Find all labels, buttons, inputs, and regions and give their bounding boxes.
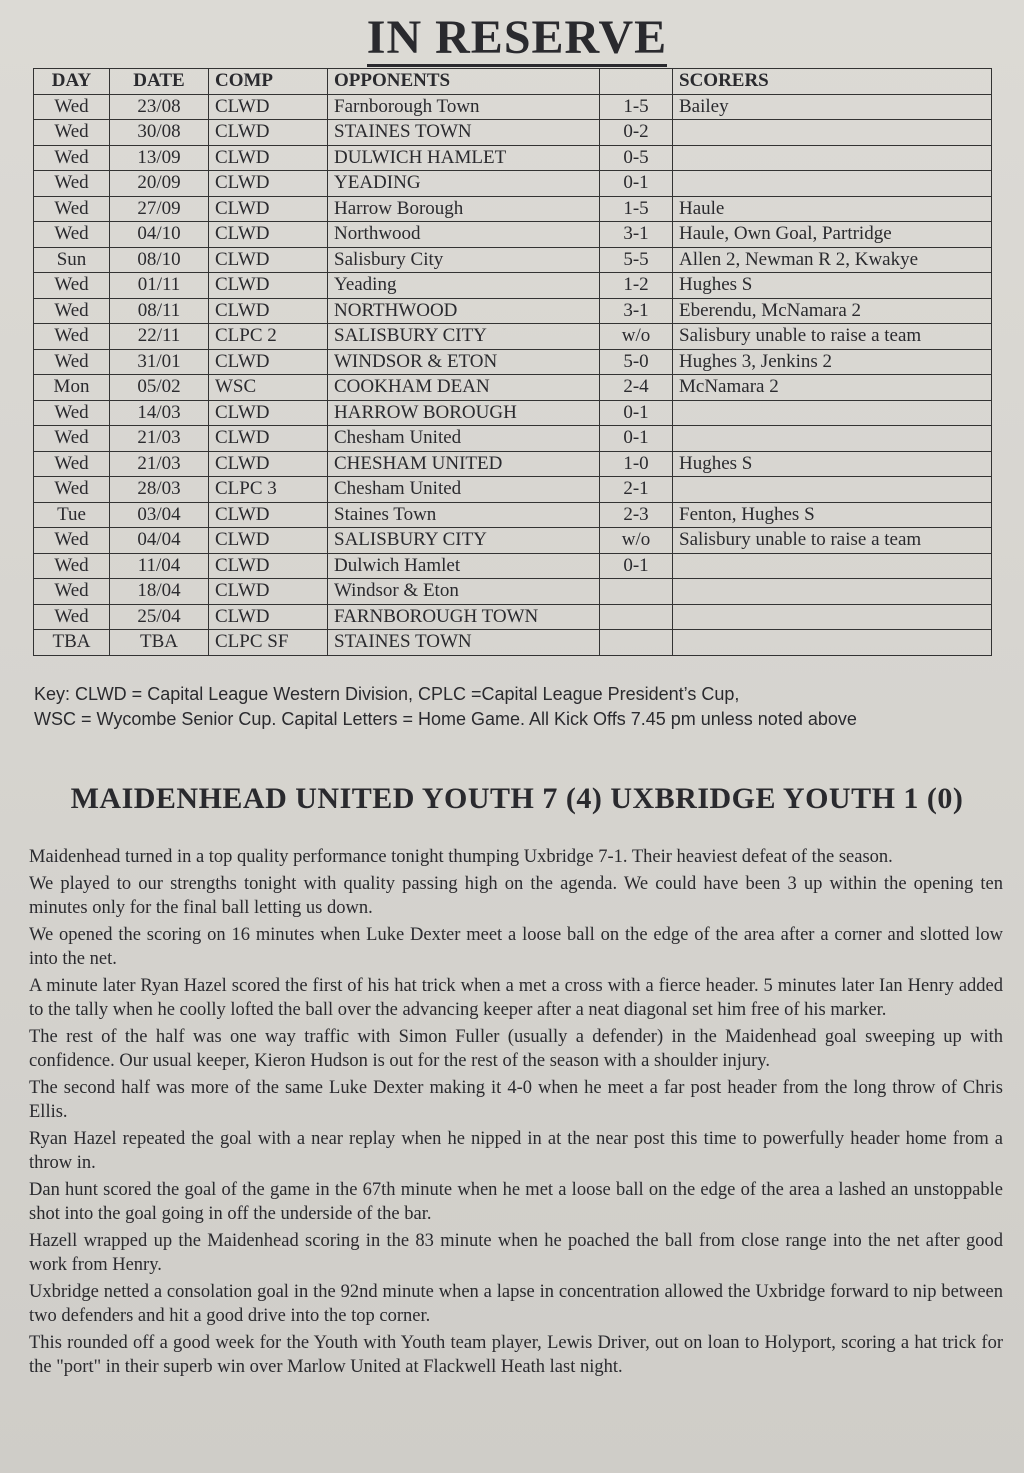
cell-day: Wed xyxy=(34,451,110,477)
cell-scorers: Haule, Own Goal, Partridge xyxy=(673,222,992,248)
cell-comp: WSC xyxy=(209,375,328,401)
cell-score xyxy=(600,579,673,605)
cell-day: Wed xyxy=(34,145,110,171)
table-row xyxy=(34,630,992,656)
cell-date: 27/09 xyxy=(110,196,209,222)
cell-day: Mon xyxy=(34,375,110,401)
cell-day: Wed xyxy=(34,120,110,146)
cell-comp: CLWD xyxy=(209,502,328,528)
table-row xyxy=(34,451,992,477)
cell-date: 11/04 xyxy=(110,553,209,579)
cell-date: 03/04 xyxy=(110,502,209,528)
cell-opponents: Windsor & Eton xyxy=(328,579,600,605)
cell-day: Wed xyxy=(34,273,110,299)
cell-scorers: Haule xyxy=(673,196,992,222)
report-paragraph: The second half was more of the same Luke Dexter making it 4-0 when he meet a far post header from the long throw of Chris Ellis. xyxy=(29,1077,1003,1122)
cell-scorers: Salisbury unable to raise a team xyxy=(673,324,992,350)
header-opponents: OPPONENTS xyxy=(328,69,600,95)
cell-date: 31/01 xyxy=(110,349,209,375)
cell-opponents: DULWICH HAMLET xyxy=(328,145,600,171)
cell-opponents: Harrow Borough xyxy=(328,196,600,222)
cell-date: 08/11 xyxy=(110,298,209,324)
cell-date: 18/04 xyxy=(110,579,209,605)
cell-scorers xyxy=(673,579,992,605)
header-comp: COMP xyxy=(209,69,328,95)
cell-comp: CLWD xyxy=(209,579,328,605)
cell-comp: CLPC 2 xyxy=(209,324,328,350)
report-paragraph: Dan hunt scored the goal of the game in the 67th minute when he met a loose ball on the edge of the area a lashed an unstoppable shot into the goal going in off the underside of the bar. xyxy=(29,1179,1003,1224)
cell-scorers xyxy=(673,604,992,630)
cell-score: 5-0 xyxy=(600,349,673,375)
cell-opponents: Northwood xyxy=(328,222,600,248)
cell-day: Wed xyxy=(34,400,110,426)
cell-scorers: Eberendu, McNamara 2 xyxy=(673,298,992,324)
cell-date: 21/03 xyxy=(110,426,209,452)
cell-scorers xyxy=(673,400,992,426)
cell-score: 2-3 xyxy=(600,502,673,528)
report-paragraph: Ryan Hazel repeated the goal with a near replay when he nipped in at the near post this time to powerfully header home from a throw in. xyxy=(29,1128,1003,1173)
cell-date: 28/03 xyxy=(110,477,209,503)
cell-comp: CLWD xyxy=(209,426,328,452)
cell-score: 1-2 xyxy=(600,273,673,299)
cell-comp: CLWD xyxy=(209,349,328,375)
cell-score: 1-0 xyxy=(600,451,673,477)
cell-opponents: NORTHWOOD xyxy=(328,298,600,324)
report-paragraph: Maidenhead turned in a top quality performance tonight thumping Uxbridge 7-1. Their heaviest defeat of the season. xyxy=(29,847,893,867)
table-row xyxy=(34,375,992,401)
cell-comp: CLWD xyxy=(209,171,328,197)
table-row xyxy=(34,120,992,146)
cell-score: 0-1 xyxy=(600,171,673,197)
report-paragraph: The rest of the half was one way traffic with Simon Fuller (usually a defender) in the Maidenhead goal sweeping up with confidence. Our usual keeper, Kieron Hudson is out for the rest of the season with a shoulder injury. xyxy=(29,1026,1003,1071)
fixtures-table xyxy=(33,68,992,656)
cell-comp: CLWD xyxy=(209,222,328,248)
cell-opponents: Chesham United xyxy=(328,426,600,452)
cell-score: 0-1 xyxy=(600,426,673,452)
report-paragraph: We played to our strengths tonight with quality passing high on the agenda. We could have been 3 up within the opening ten minutes only for the final ball letting us down. xyxy=(29,873,1003,918)
cell-score: 2-4 xyxy=(600,375,673,401)
cell-comp: CLPC SF xyxy=(209,630,328,656)
cell-scorers xyxy=(673,630,992,656)
cell-opponents: CHESHAM UNITED xyxy=(328,451,600,477)
cell-date: 23/08 xyxy=(110,94,209,120)
cell-opponents: Dulwich Hamlet xyxy=(328,553,600,579)
cell-scorers: Hughes S xyxy=(673,273,992,299)
cell-comp: CLWD xyxy=(209,604,328,630)
cell-opponents: YEADING xyxy=(328,171,600,197)
cell-scorers: Fenton, Hughes S xyxy=(673,502,992,528)
cell-comp: CLWD xyxy=(209,273,328,299)
key-line-1: Key: CLWD = Capital League Western Division, CPLC =Capital League President’s Cup, xyxy=(34,684,740,704)
cell-score: 2-1 xyxy=(600,477,673,503)
cell-scorers xyxy=(673,171,992,197)
cell-opponents: FARNBOROUGH TOWN xyxy=(328,604,600,630)
cell-day: Wed xyxy=(34,477,110,503)
cell-date: 01/11 xyxy=(110,273,209,299)
table-row xyxy=(34,400,992,426)
header-date: DATE xyxy=(110,69,209,95)
cell-opponents: HARROW BOROUGH xyxy=(328,400,600,426)
table-row xyxy=(34,196,992,222)
table-row xyxy=(34,553,992,579)
table-row xyxy=(34,247,992,273)
cell-opponents: SALISBURY CITY xyxy=(328,324,600,350)
cell-day: Wed xyxy=(34,604,110,630)
report-paragraph: A minute later Ryan Hazel scored the first of his hat trick when a met a cross with a fierce header. 5 minutes later Ian Henry added to the tally when he coolly lofted the ball over the advancing keeper after a neat diagonal set him free of his marker. xyxy=(29,975,1003,1020)
cell-score: w/o xyxy=(600,324,673,350)
cell-scorers: Allen 2, Newman R 2, Kwakye xyxy=(673,247,992,273)
table-row xyxy=(34,298,992,324)
cell-scorers: McNamara 2 xyxy=(673,375,992,401)
cell-score xyxy=(600,604,673,630)
cell-scorers xyxy=(673,120,992,146)
cell-date: 30/08 xyxy=(110,120,209,146)
cell-date: 22/11 xyxy=(110,324,209,350)
cell-opponents: Chesham United xyxy=(328,477,600,503)
cell-opponents: STAINES TOWN xyxy=(328,120,600,146)
table-row xyxy=(34,477,992,503)
cell-day: Wed xyxy=(34,324,110,350)
cell-comp: CLWD xyxy=(209,400,328,426)
cell-scorers xyxy=(673,426,992,452)
cell-score: 0-1 xyxy=(600,553,673,579)
cell-score: w/o xyxy=(600,528,673,554)
cell-date: 04/04 xyxy=(110,528,209,554)
page-title xyxy=(0,10,1024,65)
cell-comp: CLWD xyxy=(209,145,328,171)
cell-scorers xyxy=(673,477,992,503)
cell-score: 1-5 xyxy=(600,196,673,222)
cell-day: Wed xyxy=(34,94,110,120)
cell-day: Wed xyxy=(34,426,110,452)
cell-day: Wed xyxy=(34,298,110,324)
cell-date: 20/09 xyxy=(110,171,209,197)
table-row xyxy=(34,171,992,197)
cell-scorers: Salisbury unable to raise a team xyxy=(673,528,992,554)
table-row xyxy=(34,502,992,528)
cell-date: 08/10 xyxy=(110,247,209,273)
cell-scorers xyxy=(673,553,992,579)
cell-score: 1-5 xyxy=(600,94,673,120)
cell-opponents: STAINES TOWN xyxy=(328,630,600,656)
cell-comp: CLPC 3 xyxy=(209,477,328,503)
report-paragraph: Uxbridge netted a consolation goal in the 92nd minute when a lapse in concentration allowed the Uxbridge forward to nip between two defenders and hit a good drive into the top corner. xyxy=(29,1281,1003,1326)
cell-day: Sun xyxy=(34,247,110,273)
match-report-title: MAIDENHEAD UNITED YOUTH 7 (4) UXBRIDGE YOUTH 1 (0) xyxy=(70,782,964,815)
cell-scorers: Hughes S xyxy=(673,451,992,477)
table-row xyxy=(34,579,992,605)
header-day: DAY xyxy=(34,69,110,95)
cell-score: 0-1 xyxy=(600,400,673,426)
fixtures-body xyxy=(34,94,992,655)
table-row xyxy=(34,528,992,554)
cell-date: 05/02 xyxy=(110,375,209,401)
cell-day: Wed xyxy=(34,553,110,579)
cell-comp: CLWD xyxy=(209,528,328,554)
cell-opponents: Staines Town xyxy=(328,502,600,528)
cell-score: 0-5 xyxy=(600,145,673,171)
key-line-2: WSC = Wycombe Senior Cup. Capital Letters = Home Game. All Kick Offs 7.45 pm unless noted above xyxy=(34,709,857,729)
table-row xyxy=(34,349,992,375)
cell-scorers: Bailey xyxy=(673,94,992,120)
table-row xyxy=(34,145,992,171)
report-paragraph: We opened the scoring on 16 minutes when Luke Dexter meet a loose ball on the edge of the area after a corner and slotted low into the net. xyxy=(29,924,1003,969)
cell-comp: CLWD xyxy=(209,298,328,324)
table-key xyxy=(34,682,994,732)
cell-opponents: SALISBURY CITY xyxy=(328,528,600,554)
cell-opponents: COOKHAM DEAN xyxy=(328,375,600,401)
cell-opponents: Farnborough Town xyxy=(328,94,600,120)
cell-day: Wed xyxy=(34,171,110,197)
cell-comp: CLWD xyxy=(209,120,328,146)
cell-day: Wed xyxy=(34,196,110,222)
cell-score: 5-5 xyxy=(600,247,673,273)
cell-day: Wed xyxy=(34,349,110,375)
cell-comp: CLWD xyxy=(209,94,328,120)
cell-comp: CLWD xyxy=(209,553,328,579)
table-row xyxy=(34,604,992,630)
cell-day: Wed xyxy=(34,528,110,554)
cell-scorers xyxy=(673,145,992,171)
table-row xyxy=(34,273,992,299)
cell-day: Tue xyxy=(34,502,110,528)
cell-comp: CLWD xyxy=(209,451,328,477)
header-scorers: SCORERS xyxy=(673,69,992,95)
cell-opponents: WINDSOR & ETON xyxy=(328,349,600,375)
cell-comp: CLWD xyxy=(209,247,328,273)
cell-date: 14/03 xyxy=(110,400,209,426)
cell-day: Wed xyxy=(34,579,110,605)
table-row xyxy=(34,324,992,350)
cell-day: TBA xyxy=(34,630,110,656)
table-header-row xyxy=(34,69,992,95)
match-report xyxy=(29,845,1003,1382)
table-row xyxy=(34,94,992,120)
cell-date: 21/03 xyxy=(110,451,209,477)
cell-date: 25/04 xyxy=(110,604,209,630)
cell-score: 3-1 xyxy=(600,298,673,324)
cell-date: 04/10 xyxy=(110,222,209,248)
header-score xyxy=(600,69,673,95)
cell-score: 3-1 xyxy=(600,222,673,248)
table-row xyxy=(34,222,992,248)
cell-date: TBA xyxy=(110,630,209,656)
report-paragraph: This rounded off a good week for the Youth with Youth team player, Lewis Driver, out on loan to Holyport, scoring a hat trick for the "port" in their superb win over Marlow United at Flackwell Heath last night. xyxy=(29,1332,1003,1377)
cell-opponents: Salisbury City xyxy=(328,247,600,273)
cell-date: 13/09 xyxy=(110,145,209,171)
cell-scorers: Hughes 3, Jenkins 2 xyxy=(673,349,992,375)
cell-day: Wed xyxy=(34,222,110,248)
cell-score: 0-2 xyxy=(600,120,673,146)
page-title-text: IN RESERVE xyxy=(367,11,667,67)
cell-comp: CLWD xyxy=(209,196,328,222)
cell-score xyxy=(600,630,673,656)
cell-opponents: Yeading xyxy=(328,273,600,299)
table-row xyxy=(34,426,992,452)
report-paragraph: Hazell wrapped up the Maidenhead scoring in the 83 minute when he poached the ball from close range into the net after good work from Henry. xyxy=(29,1230,1003,1275)
